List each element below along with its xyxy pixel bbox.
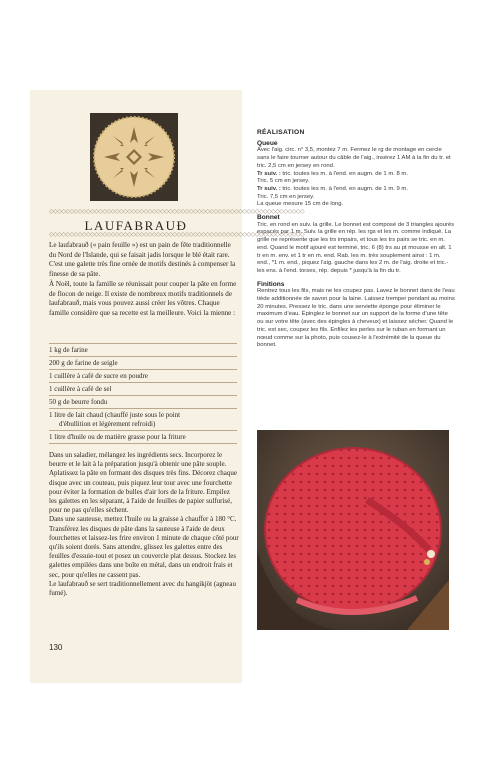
ornament-bottom: ◇◇◇◇◇◇◇◇◇◇◇◇◇◇◇◇◇◇◇◇◇◇◇◇◇◇◇◇◇◇◇◇◇◇◇◇◇◇◇◇◇◇◇◇◇◇◇◇◇◇◇◇◇◇◇◇◇◇◇◇◇◇	[49, 231, 305, 238]
ingredients-list	[49, 343, 237, 444]
recipe-method	[49, 451, 239, 598]
ingredient-row: 1 kg de farine	[49, 344, 237, 357]
ingredient-row: 1 cuillère à café de sel	[49, 383, 237, 396]
knitted-hat-photo	[257, 430, 449, 630]
method-paragraph: Dans un saladier, mélangez les ingrédients secs. Incorporez le beurre et le lait à la préparation jusqu'à obtenir une pâte souple. Aplatissez la pâte en formant des disques très fins. Décorez chaque disque avec un couteau, puis piquez leur tour avec une fourchette pour éviter la formation de bulles d'air lors de la friture. Empilez les galettes en les séparant, à l'aide de feuilles de papier sulfurisé, pour ne pas qu'elles sèchent.	[49, 451, 237, 515]
queue-line: La queue mesure 15 cm de long.	[257, 201, 344, 208]
queue-line: Tric. 7,5 cm en jersey.	[257, 193, 315, 200]
queue-line: Tr suiv. : tric. toutes les m. à l'end. en augm. de 1 m. 8 m.	[257, 170, 408, 177]
ornament-top: ◇◇◇◇◇◇◇◇◇◇◇◇◇◇◇◇◇◇◇◇◇◇◇◇◇◇◇◇◇◇◇◇◇◇◇◇◇◇◇◇◇◇◇◇◇◇◇◇◇◇◇◇◇◇◇◇◇◇◇◇◇◇	[49, 208, 305, 215]
finitions-heading: Finitions	[257, 280, 285, 288]
method-paragraph: Dans une sauteuse, mettez l'huile ou la graisse à chauffer à 180 °C. Transférez les disques de pâte dans la sauteuse à l'aide de deux fourchettes et laissez-les frire environ 1 minute de chaque côté pour qu'ils soient dorés. Sans attendre, glissez les galettes entre des feuilles d'essuie-tout et posez un couvercle plat dessus. Stockez les galettes empilées dans une boîte en métal, dans un endroit frais et sec, pour qu'elles ne cassent pas.	[49, 515, 239, 579]
finitions-text: Rentrez tous les fils, mais ne les coupez pas. Lavez le bonnet dans de l'eau tiède additionnée de savon pour la laine. Laissez tremper pendant au moins 20 minutes. Pressez le tric. dans une serviette éponge pour éliminer le maximum d'eau. Épinglez le bonnet sur un support de la forme d'une tête ou sur votre tête (avec des épingles à cheveux) et laissez sécher. Quand le tric. est sec, coupez les fils. Enfilez les perles sur le ruban en formant un nœud comme sur la photo, puis cousez-le à l'extrémité de la queue du bonnet.	[257, 288, 455, 349]
method-paragraph: Le laufabrauð se sert traditionnellement avec du hangikjöt (agneau fumé).	[49, 579, 236, 598]
queue-heading: Queue	[257, 139, 278, 147]
laufabraud-photo	[90, 113, 178, 201]
instructions-column	[257, 129, 455, 350]
bonnet-text: Tric. en rond en suiv. la grille. Le bonnet est composé de 3 triangles ajourés espacés par 1 m. Suiv. la grille en rép. les rgs et les m. comme indiqué. La grille ne représente que les trs impairs, et tous les trs pairs se tric. en m. end. Quand le motif ajouré est terminé, tric. 6 (8) trs au pt mousse en alt. 1 tr en m. env. et 1 tr en m. end. Rab. les m. très souplement ainsi : 1 m. end., *1 m. end., piquez l'aig. gauche dans les 2 m. de l'aig. droite et tric.-les ens. à l'end. torses, rép. depuis * jusqu'à la fin du tr.	[257, 221, 455, 274]
page-number: 130	[49, 643, 63, 652]
section-heading: RÉALISATION	[257, 129, 305, 136]
ingredient-row: 200 g de farine de seigle	[49, 357, 237, 370]
bonnet-heading: Bonnet	[257, 214, 280, 222]
recipe-title: LAUFABRAUÐ	[84, 218, 188, 233]
ingredient-row: 1 litre de lait chaud (chauffé juste sous le point d'ébullition et légèrement refroidi)	[49, 409, 237, 431]
queue-line: Tric. 5 cm en jersey.	[257, 178, 310, 185]
laufabraud-illustration	[90, 113, 178, 201]
queue-line: Tr suiv. : tric. toutes les m. à l'end. en augm. de 1 m. 9 m.	[257, 185, 408, 192]
intro-paragraph: À Noël, toute la famille se réunissait pour couper la pâte en forme de flocon de neige. Il existe de nombreux motifs traditionnels de laufabrauð, mais vous pouvez aussi créer les vôtres. Chaque famille considère que sa recette est la meilleure. Voici la mienne :	[49, 279, 237, 317]
ingredient-row: 50 g de beurre fondu	[49, 396, 237, 409]
ingredient-row: 1 litre d'huile ou de matière grasse pour la friture	[49, 431, 237, 444]
recipe-intro	[49, 241, 237, 319]
intro-paragraph: Le laufabrauð (« pain feuille ») est un pain de fête traditionnelle du Nord de l'Islande, qui se faisait jadis lorsque le blé était rare. C'est une galette très fine ornée de motifs destinés à compenser la finesse de sa pâte.	[49, 241, 236, 279]
queue-text: Avec l'aig. circ. n° 3,5, montez 7 m. Fermez le rg de montage en cercle sans le faire tourner autour du câble de l'aig., insérez 1 AM à la fin du tr. et tric. 2,5 cm en jersey en rond.	[257, 147, 451, 169]
ingredient-row: 1 cuillère à café de sucre en poudre	[49, 370, 237, 383]
knitted-hat-illustration	[257, 430, 449, 630]
